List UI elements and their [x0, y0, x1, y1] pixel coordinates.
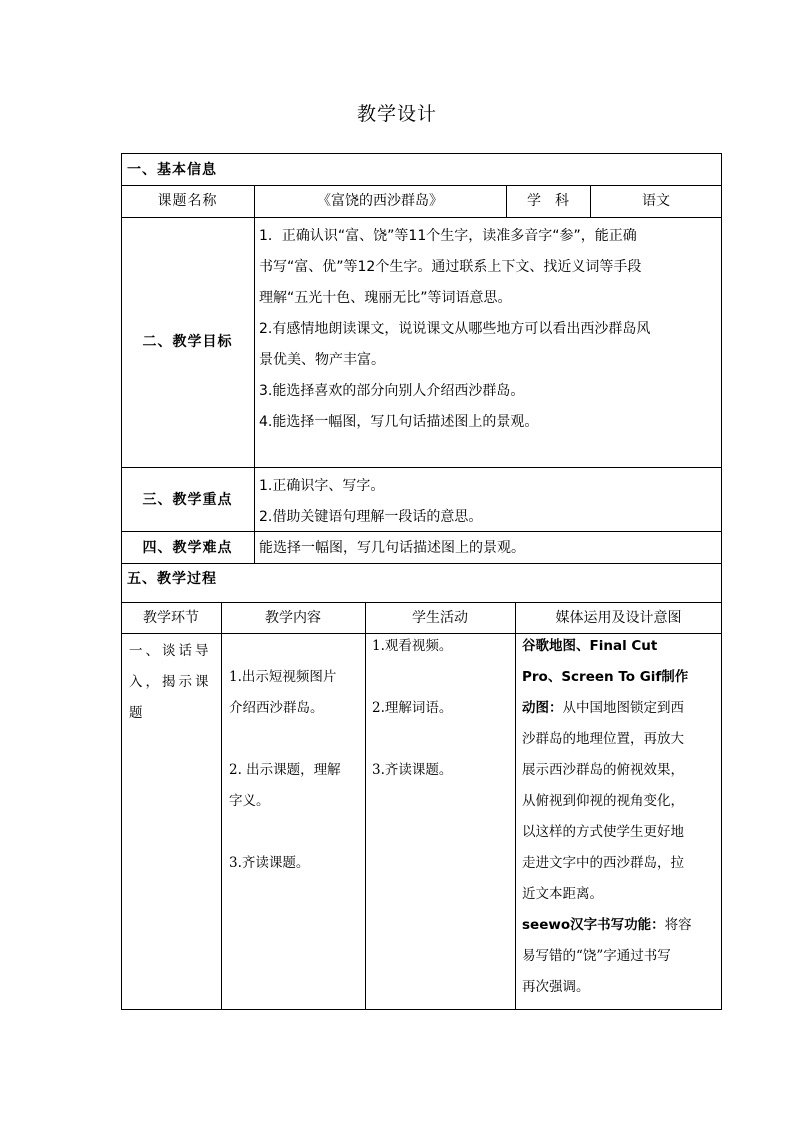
media-anim-label: 动图： — [522, 700, 563, 716]
rule — [121, 467, 722, 468]
media-line: 易写错的“饶”字通过书写 — [522, 948, 671, 964]
goal-line: 3.能选择喜欢的部分向别人介绍西沙群岛。 — [259, 383, 525, 399]
header-activities: 学生活动 — [412, 610, 468, 626]
goal-line: 4.能选择一幅图，写几句话描述图上的景观。 — [259, 414, 539, 430]
rule — [254, 185, 255, 563]
media-cell — [522, 631, 718, 1003]
media-seewo-label: seewo汉字书写功能： — [522, 917, 665, 933]
subject-label: 学 科 — [527, 193, 569, 209]
header-content: 教学内容 — [265, 610, 321, 626]
activity-line: 1.观看视频。 — [372, 638, 453, 654]
media-line — [522, 693, 718, 724]
goal-line: 2.有感情地朗读课文，说说课文从哪些地方可以看出西沙群岛风 — [259, 321, 651, 337]
media-line: 从俯视到仰视的视角变化， — [522, 793, 684, 809]
media-anim-text: 从中国地图锁定到西 — [562, 700, 684, 716]
goal-line: 书写“富、优”等12个生字。通过联系上下文、找近义词等手段 — [259, 259, 642, 275]
content-line: 字义。 — [229, 793, 270, 809]
media-line — [522, 662, 718, 693]
difficulty-text: 能选择一幅图，写几句话描述图上的景观。 — [259, 540, 525, 556]
rule — [121, 217, 722, 218]
content-line: 2. 出示课题，理解 — [229, 762, 341, 778]
goal-line: 景优美、物产丰富。 — [259, 352, 385, 368]
rule — [515, 602, 516, 1010]
subject-value: 语文 — [642, 193, 670, 209]
media-tools: 谷歌地图、Final Cut — [522, 638, 658, 654]
media-line: 沙群岛的地理位置，再放大 — [522, 731, 684, 747]
media-tools-2: Pro、Screen To Gif制作 — [522, 669, 689, 685]
media-line: 以这样的方式使学生更好地 — [522, 824, 684, 840]
document-title: 教学设计 — [356, 103, 437, 125]
media-line: 展示西沙群岛的俯视效果， — [522, 762, 684, 778]
content-line: 1.出示短视频图片 — [229, 669, 337, 685]
header-media: 媒体运用及设计意图 — [555, 610, 682, 626]
goal-line: 1．正确认识“富、饶”等11个生字，读准多音字“参”，能正确 — [259, 228, 637, 244]
media-line — [522, 631, 718, 662]
key-point-line: 2.借助关键语句理解一段话的意思。 — [259, 509, 483, 525]
media-line: 走进文字中的西沙群岛，拉 — [522, 855, 684, 871]
activities-cell — [372, 631, 512, 786]
media-line: 再次强调。 — [522, 979, 590, 995]
activity-line: 3.齐读课题。 — [372, 762, 453, 778]
stage-line: 题 — [129, 705, 143, 721]
key-point-line: 1.正确识字、写字。 — [259, 478, 385, 494]
stage-line: 一、谈话导 — [129, 643, 212, 659]
rule — [221, 602, 222, 1010]
section-basic-info: 一、基本信息 — [127, 162, 217, 178]
header-stage: 教学环节 — [143, 610, 199, 626]
rule — [121, 602, 722, 603]
media-seewo-text: 将容 — [664, 917, 692, 933]
section-goals: 二、教学目标 — [142, 334, 233, 350]
stage-line: 入，揭示课 — [129, 674, 212, 690]
lesson-plan-table — [121, 153, 722, 1010]
topic-label: 课题名称 — [157, 193, 218, 209]
content-cell — [229, 662, 363, 879]
media-line — [522, 910, 718, 941]
stage-cell — [129, 636, 217, 729]
media-line: 近文本距离。 — [522, 886, 603, 902]
goal-line: 理解“五光十色、瑰丽无比”等词语意思。 — [259, 290, 512, 306]
rule — [121, 185, 722, 186]
topic-value: 《富饶的西沙群岛》 — [317, 193, 443, 209]
key-points-list — [259, 471, 717, 533]
section-key-points: 三、教学重点 — [142, 492, 233, 508]
section-difficulties: 四、教学难点 — [142, 540, 233, 556]
section-process: 五、教学过程 — [127, 571, 217, 587]
rule — [365, 602, 366, 1010]
goals-list — [259, 221, 717, 438]
content-line: 介绍西沙群岛。 — [229, 700, 324, 716]
activity-line: 2.理解词语。 — [372, 700, 453, 716]
content-line: 3.齐读课题。 — [229, 855, 310, 871]
